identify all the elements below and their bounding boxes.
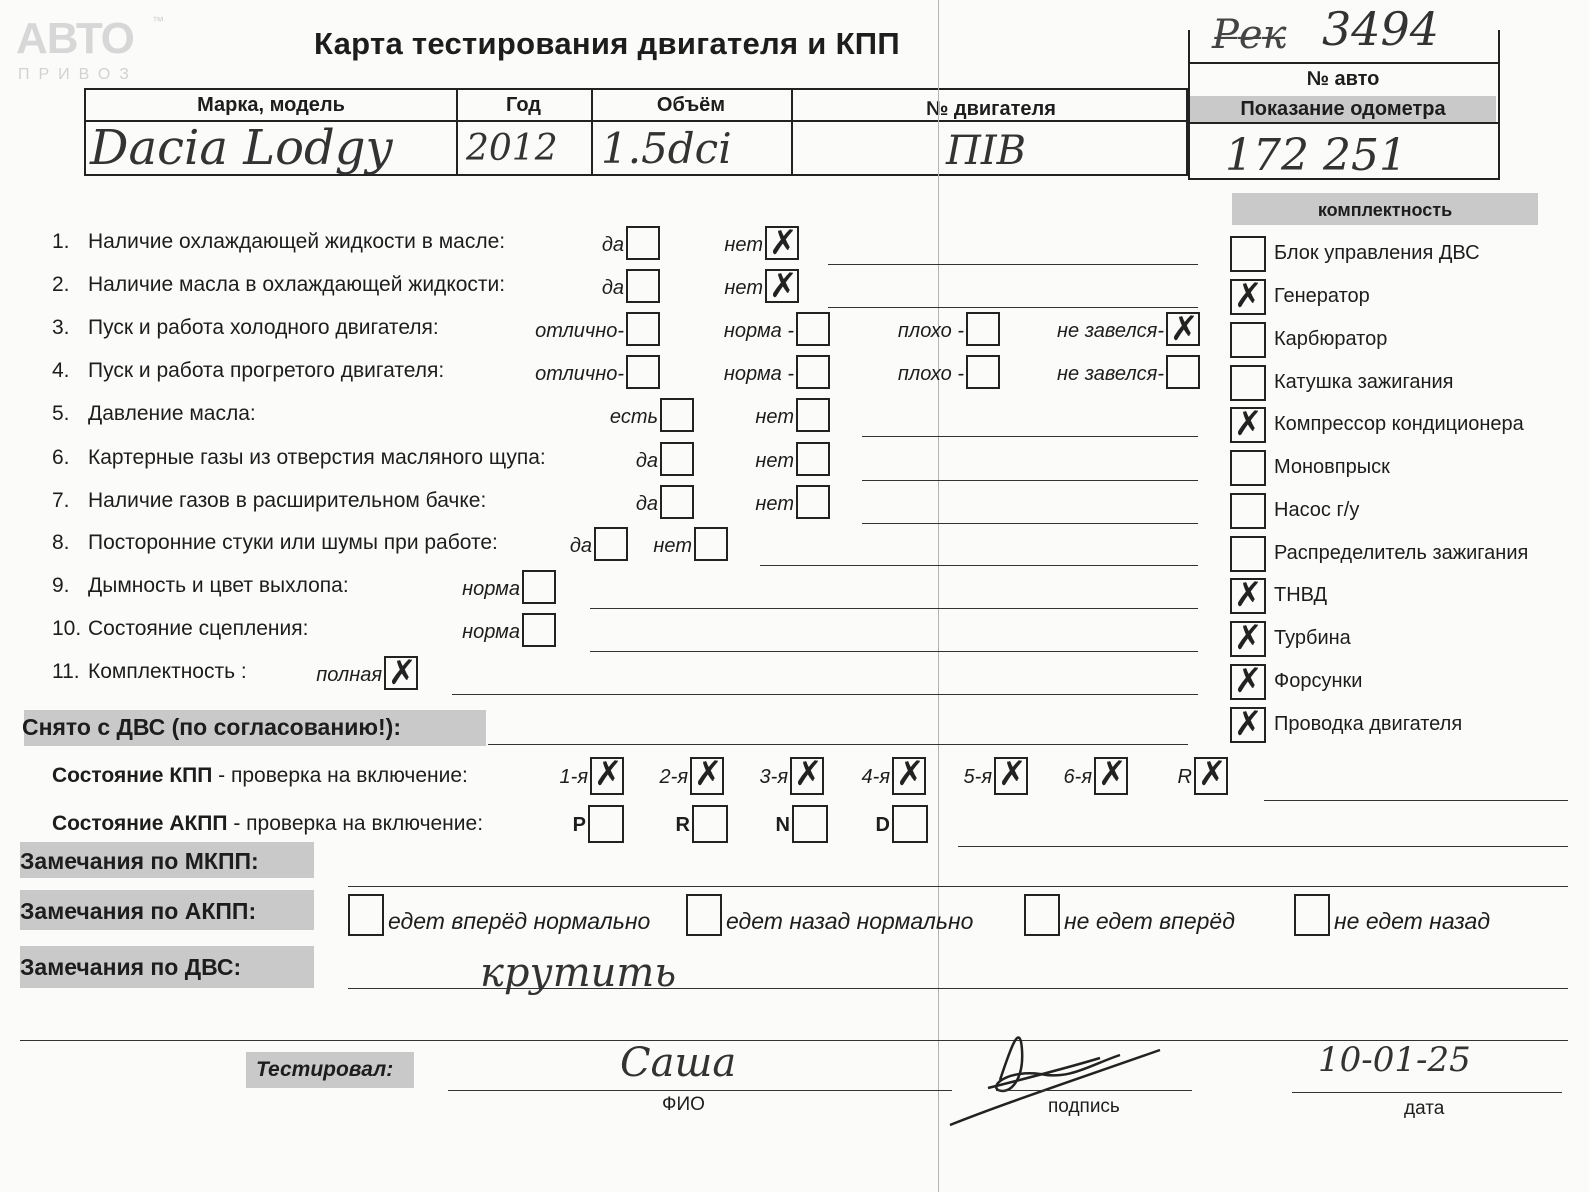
check-option-box[interactable]	[594, 527, 628, 561]
completeness-box[interactable]	[1230, 536, 1266, 572]
akpp-remark-label: не едет вперёд	[1064, 908, 1235, 934]
engine-number-value: ПІВ	[946, 128, 1027, 174]
check-option-label: нет	[755, 406, 794, 428]
completeness-item-label: Проводка двигателя	[1274, 713, 1463, 735]
check-text: Посторонние стуки или шумы при работе:	[88, 531, 498, 554]
check-option-box[interactable]	[765, 223, 799, 263]
check-option-box[interactable]	[626, 269, 660, 303]
gear-label: R	[1177, 766, 1192, 788]
check-option-label: нет	[653, 535, 692, 557]
tester-name: Саша	[620, 1040, 737, 1086]
completeness-box[interactable]	[1230, 704, 1266, 744]
gear-label: 3-я	[759, 766, 788, 788]
check-option-box-check-mark: ✗	[388, 653, 417, 693]
check-number: 8.	[52, 531, 70, 554]
remarks-akpp-label: Замечания по АКПП:	[20, 898, 257, 924]
gear-box-check-mark: ✗	[594, 754, 623, 794]
check-option-box[interactable]	[522, 570, 556, 604]
check-option-box[interactable]	[796, 442, 830, 476]
akpp-label	[52, 812, 483, 836]
completeness-box[interactable]	[1230, 575, 1266, 615]
check-number: 2.	[52, 273, 70, 296]
check-note-line	[590, 651, 1198, 652]
col-engine-label: № двигателя	[926, 98, 1056, 120]
check-option-box[interactable]	[626, 312, 660, 346]
removed-label: Снято с ДВС (по согласованию!):	[22, 714, 401, 740]
check-option-box-check-mark: ✗	[1170, 309, 1199, 349]
mkpp-label-rest: - проверка на включение:	[212, 764, 468, 787]
header-top-lines	[1188, 62, 1498, 64]
gear-box-check-mark: ✗	[794, 754, 823, 794]
logo	[12, 14, 164, 84]
check-option-box[interactable]	[522, 613, 556, 647]
signature-caption: подпись	[1048, 1096, 1120, 1117]
completeness-box[interactable]	[1230, 618, 1266, 658]
check-option-label: плохо -	[897, 320, 964, 342]
completeness-item-label: Катушка зажигания	[1274, 371, 1454, 393]
gear-box[interactable]	[994, 754, 1028, 795]
check-note-line	[862, 436, 1198, 437]
akpp-label-bold: Состояние АКПП	[52, 812, 228, 835]
check-note-line	[862, 523, 1198, 524]
check-option-label: норма	[462, 578, 520, 600]
check-text: Давление масла:	[88, 402, 256, 425]
check-option-label: норма	[462, 621, 520, 643]
check-option-box[interactable]	[796, 312, 830, 346]
check-option-box[interactable]	[796, 485, 830, 519]
akpp-mode-box[interactable]	[792, 805, 828, 843]
check-option-box[interactable]	[694, 527, 728, 561]
completeness-item-label: Моновпрыск	[1274, 456, 1390, 478]
check-option-label: нет	[724, 277, 763, 299]
check-note-line	[452, 694, 1198, 695]
check-option-box[interactable]	[765, 266, 799, 306]
date-value: 10-01-25	[1318, 1040, 1471, 1080]
completeness-box[interactable]	[1230, 404, 1266, 444]
mkpp-label-bold: Состояние КПП	[52, 764, 213, 787]
completeness-item-label: ТНВД	[1274, 584, 1328, 606]
car-number-value: 3494	[1322, 2, 1440, 56]
completeness-item-label: Распределитель зажигания	[1274, 542, 1529, 564]
akpp-mode-label: R	[675, 814, 690, 836]
completeness-item-label: Насос г/у	[1274, 499, 1360, 521]
check-option-box[interactable]	[796, 398, 830, 432]
completeness-item-label: Форсунки	[1274, 670, 1363, 692]
akpp-remark-box[interactable]	[1024, 894, 1060, 936]
check-number: 3.	[52, 316, 70, 339]
completeness-box[interactable]	[1230, 322, 1266, 358]
gear-box[interactable]	[892, 754, 926, 795]
completeness-box-check-mark: ✗	[1234, 661, 1263, 701]
completeness-item-label: Турбина	[1274, 627, 1351, 649]
completeness-box-check-mark: ✗	[1234, 575, 1263, 615]
check-option-label: норма -	[723, 320, 794, 342]
check-text: Наличие газов в расширительном бачке:	[88, 489, 487, 512]
completeness-box[interactable]	[1230, 450, 1266, 486]
check-note-line	[760, 565, 1198, 566]
check-number: 6.	[52, 446, 70, 469]
remarks-dvs-label: Замечания по ДВС:	[20, 954, 242, 980]
completeness-box[interactable]	[1230, 276, 1266, 316]
check-option-box[interactable]	[1166, 355, 1200, 389]
signature	[940, 1010, 1260, 1140]
akpp-mode-box[interactable]	[588, 805, 624, 843]
completeness-box-check-mark: ✗	[1234, 704, 1263, 744]
check-text: Пуск и работа холодного двигателя:	[88, 316, 439, 339]
gear-label: 1-я	[559, 766, 588, 788]
check-option-box[interactable]	[384, 653, 418, 693]
model-value: Dacia Lodgy	[90, 120, 393, 176]
check-option-box[interactable]	[796, 355, 830, 389]
check-option-label: да	[635, 493, 658, 515]
gear-box-check-mark: ✗	[896, 754, 925, 794]
odometer-value: 172 251	[1225, 130, 1407, 181]
check-option-label: да	[601, 234, 624, 256]
header-table	[84, 88, 1188, 176]
check-text: Состояние сцепления:	[88, 617, 309, 640]
akpp-mode-box[interactable]	[692, 805, 728, 843]
gear-box-check-mark: ✗	[998, 754, 1027, 794]
completeness-box[interactable]	[1230, 661, 1266, 701]
check-option-label: полная	[316, 664, 382, 686]
gear-box-check-mark: ✗	[1198, 754, 1227, 794]
car-number-prefix-scribble: Р̶е̶к̶	[1212, 12, 1287, 58]
car-number-label: № авто	[1306, 68, 1380, 90]
gear-box[interactable]	[1094, 754, 1128, 795]
check-text: Комплектность :	[88, 660, 247, 683]
check-option-box[interactable]	[660, 485, 694, 519]
akpp-remark-label: не едет назад	[1334, 908, 1491, 934]
completeness-title: комплектность	[1317, 200, 1453, 220]
check-text: Пуск и работа прогретого двигателя:	[88, 359, 445, 382]
logo-main: АВТО	[16, 14, 134, 63]
check-option-label: да	[601, 277, 624, 299]
gear-box[interactable]	[590, 754, 624, 795]
check-option-box[interactable]	[660, 442, 694, 476]
volume-value: 1.5dci	[601, 124, 732, 173]
check-option-box[interactable]	[626, 226, 660, 260]
fold-line	[938, 0, 939, 1192]
year-value: 2012	[466, 128, 558, 169]
gear-box[interactable]	[1194, 754, 1228, 795]
akpp-label-rest: - проверка на включение:	[227, 812, 484, 835]
akpp-remark-box[interactable]	[1294, 894, 1330, 936]
page-title: Карта тестирования двигателя и КПП	[314, 26, 900, 61]
check-option-label: нет	[755, 450, 794, 472]
completeness-box-check-mark: ✗	[1234, 276, 1263, 316]
akpp-remark-box[interactable]	[348, 894, 384, 936]
check-option-box[interactable]	[966, 355, 1000, 389]
check-text: Наличие масла в охлаждающей жидкости:	[88, 273, 506, 296]
check-option-label: не завелся-	[1057, 320, 1164, 342]
check-option-label: да	[635, 450, 658, 472]
check-option-box[interactable]	[1166, 309, 1200, 349]
check-note-line	[862, 480, 1198, 481]
logo-sub: ПРИВОЗ	[18, 66, 138, 83]
akpp-mode-label: D	[875, 814, 890, 836]
check-number: 11.	[52, 660, 80, 683]
akpp-remark-label: едет вперёд нормально	[388, 908, 651, 934]
odometer-label: Показание одометра	[1240, 98, 1446, 120]
gear-label: 5-я	[963, 766, 992, 788]
akpp-mode-label: N	[775, 814, 790, 836]
completeness-item-label: Карбюратор	[1274, 328, 1388, 350]
completeness-box-check-mark: ✗	[1234, 404, 1263, 444]
check-option-label: плохо -	[897, 363, 964, 385]
check-text: Наличие охлаждающей жидкости в масле:	[88, 230, 506, 253]
check-option-label: да	[569, 535, 592, 557]
gear-box[interactable]	[690, 754, 724, 795]
check-option-box-check-mark: ✗	[769, 266, 798, 306]
check-option-label: нет	[724, 234, 763, 256]
tested-label: Тестировал:	[256, 1058, 394, 1081]
mkpp-label	[52, 764, 468, 788]
completeness-item-label: Компрессор кондиционера	[1274, 413, 1524, 435]
check-option-box[interactable]	[966, 312, 1000, 346]
completeness-box-check-mark: ✗	[1234, 618, 1263, 658]
check-option-label: не завелся-	[1057, 363, 1164, 385]
remarks-mkpp-label: Замечания по МКПП:	[20, 848, 259, 874]
check-number: 7.	[52, 489, 70, 512]
name-caption: ФИО	[662, 1094, 705, 1115]
check-number: 9.	[52, 574, 70, 597]
check-option-box-check-mark: ✗	[769, 223, 798, 263]
check-option-label: есть	[609, 406, 658, 428]
gear-box-check-mark: ✗	[694, 754, 723, 794]
col-model-label: Марка, модель	[197, 94, 345, 116]
check-number: 5.	[52, 402, 70, 425]
col-year-label: Год	[506, 94, 541, 116]
check-option-label: норма -	[723, 363, 794, 385]
check-note-line	[828, 307, 1198, 308]
akpp-mode-label: P	[572, 814, 586, 836]
akpp-mode-box[interactable]	[892, 805, 928, 843]
check-option-label: отлично-	[535, 320, 624, 342]
gear-label: 2-я	[659, 766, 688, 788]
logo-tm: ™	[152, 14, 164, 28]
date-caption: дата	[1404, 1098, 1445, 1119]
col-volume-label: Объём	[656, 94, 726, 116]
check-text: Дымность и цвет выхлопа:	[88, 574, 349, 597]
check-option-box[interactable]	[626, 355, 660, 389]
check-number: 10.	[52, 617, 82, 640]
check-number: 1.	[52, 230, 70, 253]
check-number: 4.	[52, 359, 70, 382]
check-note-line	[590, 608, 1198, 609]
check-note-line	[828, 264, 1198, 265]
remarks-dvs-value: крутить	[480, 950, 677, 996]
check-text: Картерные газы из отверстия масляного щупа:	[88, 446, 546, 469]
akpp-remark-label: едет назад нормально	[726, 908, 974, 934]
completeness-item-label: Генератор	[1274, 285, 1370, 307]
completeness-box[interactable]	[1230, 365, 1266, 401]
check-option-box[interactable]	[660, 398, 694, 432]
check-option-label: отлично-	[535, 363, 624, 385]
gear-box[interactable]	[790, 754, 824, 795]
completeness-box[interactable]	[1230, 236, 1266, 272]
check-option-label: нет	[755, 493, 794, 515]
gear-label: 6-я	[1063, 766, 1092, 788]
gear-box-check-mark: ✗	[1098, 754, 1127, 794]
gear-label: 4-я	[861, 766, 890, 788]
akpp-remark-box[interactable]	[686, 894, 722, 936]
completeness-item-label: Блок управления ДВС	[1274, 242, 1480, 264]
completeness-box[interactable]	[1230, 493, 1266, 529]
